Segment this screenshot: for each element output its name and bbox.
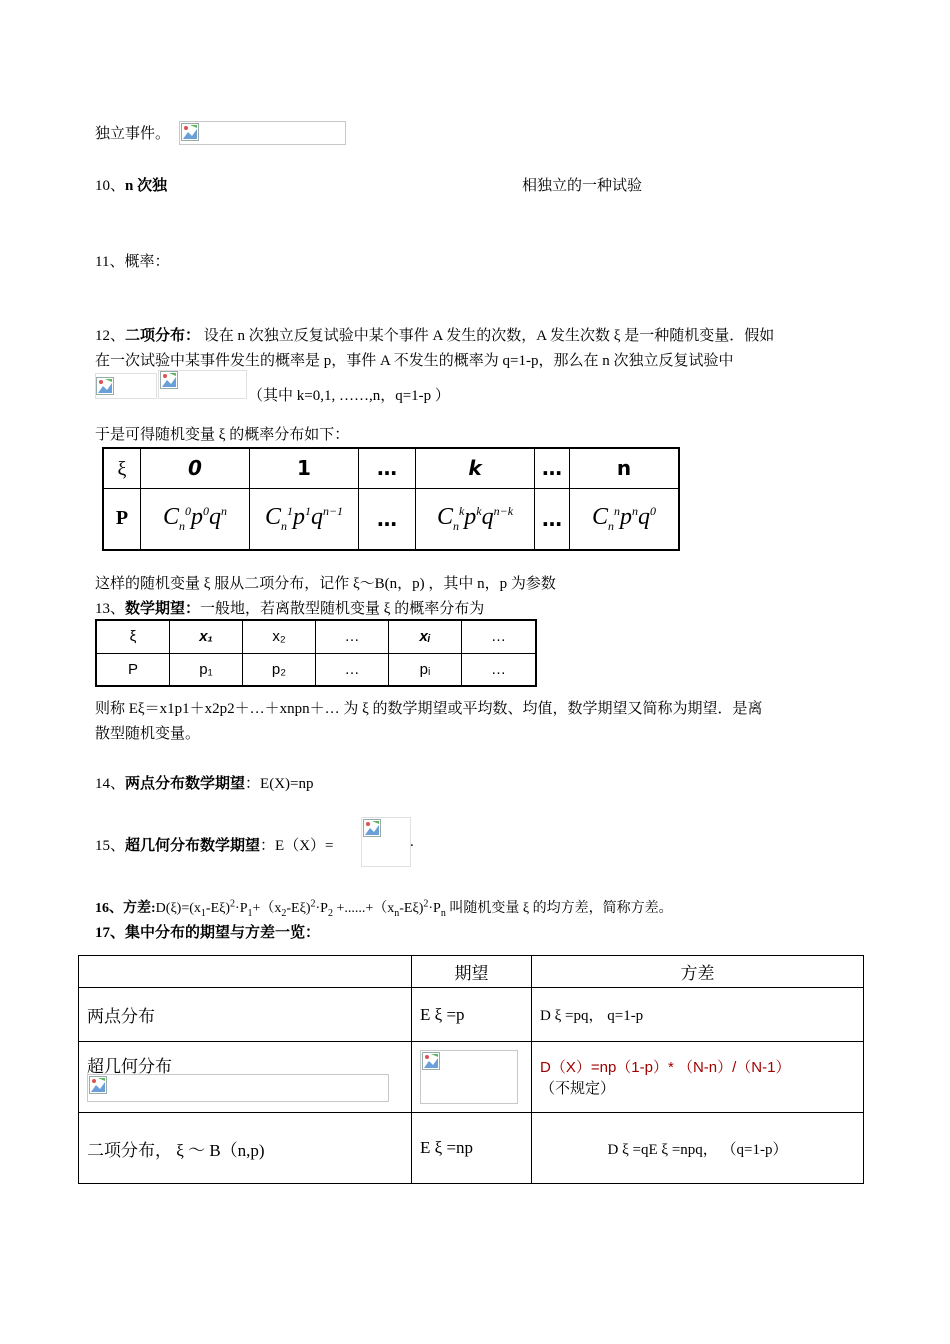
broken-image-icon xyxy=(363,819,381,837)
header-cell xyxy=(79,956,412,988)
item-10-tail: 相独立的一种试验 xyxy=(522,178,643,194)
table-cell: … xyxy=(462,653,537,686)
table-row xyxy=(103,448,679,488)
expectation-definition-cont: 散型随机变量。 xyxy=(95,726,201,742)
dist-name: 二项分布， ξ ～ B（n,p) xyxy=(79,1113,412,1184)
variance-cell: D ξ =qE ξ =npq， （q=1-p） xyxy=(532,1113,864,1184)
item-17: 17、集中分布的期望与方差一览： xyxy=(95,925,321,941)
dist-name: 超几何分布 xyxy=(79,1042,412,1113)
variance-cell: D（X）=np（1-p）* （N-n）/（N-1） （不规定） xyxy=(532,1042,864,1113)
table-cell: p₁ xyxy=(170,653,243,686)
table-cell: x₂ xyxy=(243,620,316,653)
header-cell: 0 xyxy=(141,448,250,488)
table-cell: xᵢ xyxy=(389,620,462,653)
broken-image-icon xyxy=(96,377,114,395)
table-cell: … xyxy=(462,620,537,653)
header-cell: 期望 xyxy=(412,956,532,988)
broken-image-icon xyxy=(89,1076,107,1094)
header-cell: 方差 xyxy=(532,956,864,988)
header-cell: … xyxy=(359,448,416,488)
formula-cell: $C_n^np^nq^0$ xyxy=(570,488,680,550)
binomial-notation: 这样的随机变量 ξ 服从二项分布，记作 ξ～B(n，p) ，其中 n，p 为参数 xyxy=(95,576,556,592)
item-12: 12、二项分布： 设在 n 次独立反复试验中某个事件 A 发生的次数，A 发生次数 ξ 是一种随机变量．假如 xyxy=(95,328,775,344)
table-cell: p₂ xyxy=(243,653,316,686)
table-row xyxy=(96,653,536,686)
item-16: 16、方差$:D(\xi)=(x_1-E\xi)^2\cdot P_1+(x_2-E\xi)^2\cdot P_2 +......+(x_n-E\xi)^2\cdot P_n$ 叫随机变量 ξ 的均方差，简称方差。 xyxy=(95,898,673,919)
header-cell: n xyxy=(570,448,680,488)
table-cell: x₁ xyxy=(170,620,243,653)
table-cell: pᵢ xyxy=(389,653,462,686)
expectation-cell: E ξ =np xyxy=(412,1113,532,1184)
table-row xyxy=(79,1042,864,1113)
formula-image xyxy=(179,121,346,145)
table-row xyxy=(79,988,864,1042)
table-cell: … xyxy=(316,653,389,686)
item-15-dot: . xyxy=(410,834,414,850)
table-cell: ξ xyxy=(96,620,170,653)
item-10: 10、n 次独 xyxy=(95,178,168,194)
broken-image-icon xyxy=(160,371,178,389)
item-13: 13、数学期望：一般地，若离散型随机变量 ξ 的概率分布为 xyxy=(95,601,485,617)
broken-image-icon xyxy=(181,123,199,141)
table-cell: P xyxy=(96,653,170,686)
item-12-paren: （其中 k=0,1, ……,n，q=1-p ） xyxy=(248,388,450,404)
table-row xyxy=(79,956,864,988)
ellipsis-cell: … xyxy=(359,488,416,550)
item-12-after: 于是可得随机变量 ξ 的概率分布如下： xyxy=(95,427,350,443)
item-14: 14、两点分布数学期望：E(X)=np xyxy=(95,776,314,792)
formula-cell: $C_n^1p^1q^{n-1}$ xyxy=(250,488,359,550)
broken-image-icon xyxy=(422,1052,440,1070)
summary-table xyxy=(78,955,864,1184)
expectation-table xyxy=(95,619,537,687)
header-cell: 1 xyxy=(250,448,359,488)
row-label: P xyxy=(103,488,141,550)
variance-cell: D ξ =pq， q=1-p xyxy=(532,988,864,1042)
item-11: 11、概率： xyxy=(95,254,170,270)
item-15: 15、超几何分布数学期望：E（X）= xyxy=(95,838,334,854)
header-cell: … xyxy=(535,448,570,488)
expectation-cell: E ξ =p xyxy=(412,988,532,1042)
formula-cell: $C_n^kp^kq^{n-k}$ xyxy=(416,488,535,550)
text-independent-events: 独立事件。 xyxy=(95,126,171,142)
table-row xyxy=(96,620,536,653)
table-cell: … xyxy=(316,620,389,653)
header-cell: k xyxy=(416,448,535,488)
dist-name: 两点分布 xyxy=(79,988,412,1042)
formula-image xyxy=(87,1074,389,1102)
binomial-distribution-table xyxy=(102,447,680,551)
formula-cell: $C_n^0p^0q^n$ xyxy=(141,488,250,550)
table-row xyxy=(79,1113,864,1184)
ellipsis-cell: … xyxy=(535,488,570,550)
table-row xyxy=(103,488,679,550)
header-cell: ξ xyxy=(103,448,141,488)
expectation-definition: 则称 Eξ＝x1p1＋x2p2＋…＋xnpn＋… 为 ξ 的数学期望或平均数、均值，数学期望又简称为期望．是离 xyxy=(95,701,763,717)
expectation-cell xyxy=(412,1042,532,1113)
item-12-line2: 在一次试验中某事件发生的概率是 p，事件 A 不发生的概率为 q=1-p，那么在 n 次独立反复试验中 xyxy=(95,353,734,369)
